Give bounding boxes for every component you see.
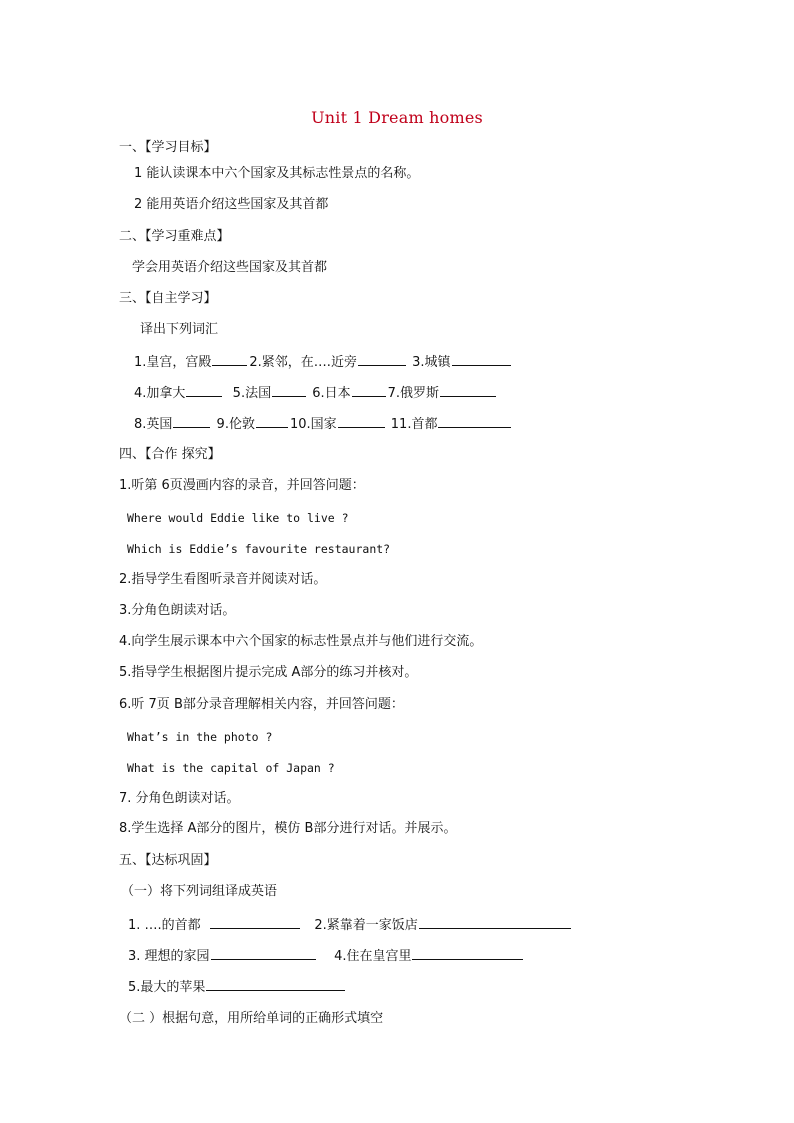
vocab-item: 9.伦敦 <box>216 417 255 432</box>
activity-step: 4.向学生展示课本中六个国家的标志性景点并与他们进行交流。 <box>119 634 483 649</box>
phrase-row <box>128 978 347 996</box>
vocab-item: 3.城镇 <box>412 355 451 370</box>
answer-blank[interactable] <box>438 415 511 428</box>
activity-step: 5.指导学生根据图片提示完成 A部分的练习并核对。 <box>119 665 418 680</box>
activity-step: 1.听第 6页漫画内容的录音，并回答问题： <box>119 478 365 493</box>
section-5-heading: 五、【达标巩固】 <box>119 853 217 868</box>
vocabulary-intro: 译出下列词汇 <box>140 322 219 337</box>
page-title: Unit 1 Dream homes <box>311 108 483 127</box>
activity-step: 7. 分角色朗读对话。 <box>119 791 240 806</box>
answer-blank[interactable] <box>419 916 571 929</box>
vocab-item: 10.国家 <box>289 417 337 432</box>
answer-blank[interactable] <box>210 916 300 929</box>
vocab-item: 4.加拿大 <box>134 386 186 401</box>
activity-step: 6.听 7页 B部分录音理解相关内容，并回答问题： <box>119 697 404 712</box>
activity-step: 3.分角色朗读对话。 <box>119 603 236 618</box>
vocabulary-row <box>134 415 513 433</box>
vocabulary-row <box>134 353 513 371</box>
answer-blank[interactable] <box>358 353 406 366</box>
english-question: What is the capital of Japan ? <box>127 761 335 775</box>
answer-blank[interactable] <box>412 947 523 960</box>
key-point-text: 学会用英语介绍这些国家及其首都 <box>132 260 328 275</box>
answer-blank[interactable] <box>206 978 345 991</box>
english-question: What’s in the photo ? <box>127 730 273 744</box>
vocab-item: 11.首都 <box>390 417 438 432</box>
phrase-item: 1. ….的首都 <box>128 918 201 933</box>
answer-blank[interactable] <box>452 353 511 366</box>
answer-blank[interactable] <box>211 947 316 960</box>
english-question: Which is Eddie’s favourite restaurant? <box>127 542 391 556</box>
answer-blank[interactable] <box>352 384 386 397</box>
answer-blank[interactable] <box>173 415 210 428</box>
objective-item: 2 能用英语介绍这些国家及其首都 <box>134 197 329 212</box>
phrase-item: 5.最大的苹果 <box>128 980 206 995</box>
answer-blank[interactable] <box>272 384 306 397</box>
phrase-item: 2.紧靠着一家饭店 <box>314 918 418 933</box>
section-1-heading: 一、【学习目标】 <box>119 140 217 155</box>
english-question: Where would Eddie like to live ? <box>127 511 349 525</box>
answer-blank[interactable] <box>338 415 385 428</box>
vocabulary-row <box>134 384 498 402</box>
answer-blank[interactable] <box>256 415 288 428</box>
vocab-item: 7.俄罗斯 <box>387 386 440 401</box>
phrase-row <box>128 947 525 965</box>
section-2-heading: 二、【学习重难点】 <box>119 229 230 244</box>
vocab-item: 8.英国 <box>134 417 173 432</box>
objective-item: 1 能认读课本中六个国家及其标志性景点的名称。 <box>134 166 420 181</box>
vocab-item: 6.日本 <box>312 386 351 401</box>
answer-blank[interactable] <box>440 384 496 397</box>
section-4-heading: 四、【合作 探究】 <box>119 447 221 462</box>
vocab-item: 1.皇宫，宫殿 <box>134 355 212 370</box>
activity-step: 2.指导学生看图听录音并阅读对话。 <box>119 572 327 587</box>
section-3-heading: 三、【自主学习】 <box>119 291 217 306</box>
vocab-item: 5.法国 <box>232 386 272 401</box>
phrase-item: 4.住在皇宫里 <box>334 949 412 964</box>
vocab-item: 2.紧邻，在….近旁 <box>249 355 357 370</box>
answer-blank[interactable] <box>212 353 247 366</box>
activity-step: 8.学生选择 A部分的图片，模仿 B部分进行对话。并展示。 <box>119 821 457 836</box>
exercise-part-2: （二 ）根据句意，用所给单词的正确形式填空 <box>119 1011 384 1026</box>
phrase-item: 3. 理想的家园 <box>128 949 210 964</box>
answer-blank[interactable] <box>186 384 222 397</box>
phrase-row <box>128 916 573 934</box>
exercise-part-1: （一）将下列词组译成英语 <box>121 884 278 899</box>
